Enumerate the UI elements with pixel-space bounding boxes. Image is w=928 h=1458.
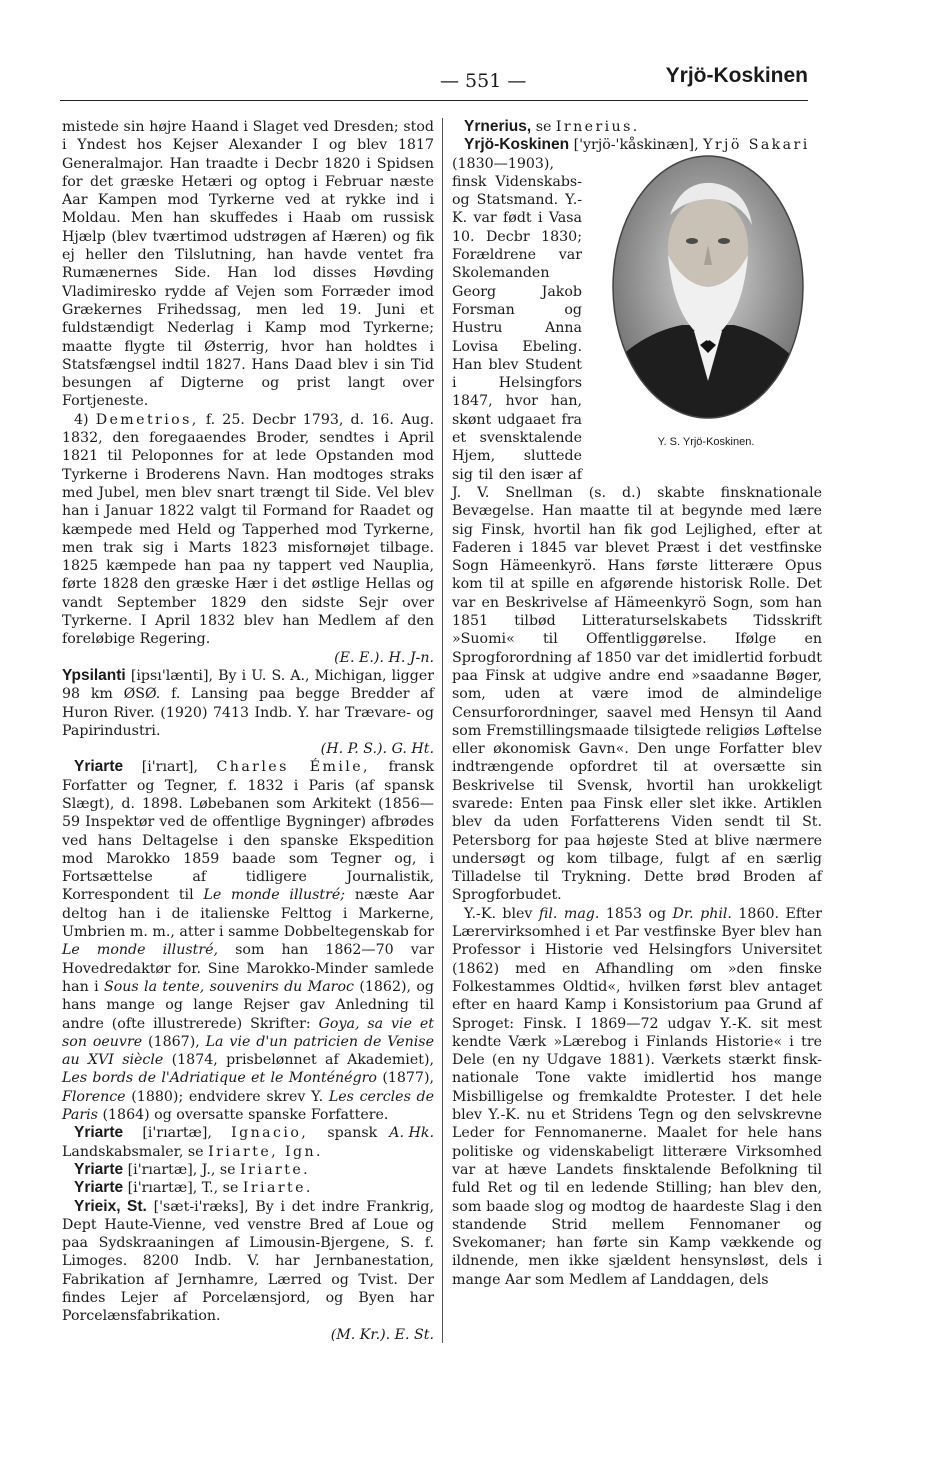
running-head: Yrjö-Koskinen bbox=[665, 64, 808, 87]
signature: (M. Kr.). E. St. bbox=[330, 1326, 434, 1343]
signature: (E. E.). H. J-n. bbox=[334, 649, 434, 666]
entry-yriarte-charles: Yriarte [i'rıart], Charles Émile, fransk Forfatter og Tegner, f. 1832 i Paris (af spansk Slægt), d. 1898. Løbebanen som Arkitekt (1856—59 Inspektør ved de offentlige Bygninger) afbrødes ved hans Deltagelse i den spanske Ekspedition mod Marokko 1859 baade som Tegner og, i Fortsættelse af tidligere Journalistik, Korrespondent til Le monde illustré; næste Aar deltog han i de italienske Felttog i Markerne, Umbrien m. m., atter i samme Dobbeltegenskab for Le monde illustré, som han 1862—70 var Hovedredaktør for. Sine Marokko-Minder samlede han i Sous la tente, souvenirs du Maroc (1862), og hans mange og lange Rejser gav Anledning til andre (ofte illustrerede) Skrifter: Goya, sa vie et son oeuvre (1867), La vie d'un patricien de Venise au XVI siècle (1874, prisbelønnet af Akademiet), Les bords de l'Adriatique et le Monténégro (1877), Florence (1880); endvidere skrev Y. Les cercles de Paris (1864) og oversatte spanske Forfattere. A. Hk. bbox=[62, 758, 435, 1142]
entry-yriarte-j: Yriarte [i'rıartæ], J., se Iriarte. bbox=[74, 1160, 311, 1178]
portrait-caption: Y. S. Yrjö-Koskinen. bbox=[657, 435, 755, 448]
right-column bbox=[452, 118, 822, 1289]
entry-yriarte-ignacio: Yriarte [i'rıartæ], Ignacio, spansk Landskabsmaler, se Iriarte, Ign. bbox=[62, 1124, 378, 1160]
page-number: — 551 — bbox=[440, 70, 527, 92]
portrait-figure bbox=[590, 155, 822, 467]
portrait-image bbox=[612, 155, 804, 419]
left-column bbox=[62, 118, 434, 1344]
entry-yrjo-koskinen-body2: Y.-K. blev fil. mag. 1853 og Dr. phil. 1860. Efter Lærervirksomhed i et Par vestfinske Byer blev han Professor i Historie ved Helsingfors Universitet (1862) med en Afhandling om »den finske Folkestammes Oldtid«, hvilken først blev antaget efter en haard Kamp i Konsistorium paa Grund af Sproget: Finsk. I 1869—72 udgav Y.-K. sit mest kendte Værk »Lærebog i Finlands Historie« i tre Dele (en ny Udgave 1881). Værkets stærkt finsk-nationale Tone vakte imidlertid hos mange Misbilligelse og fremkaldte Protester. I det hele blev Y.-K. nu et Stridens Tegn og den selvskrevne Leder for Fennomanerne. Maalet for hele hans politiske og videnskabeligt litterære Virksomhed var at hæve Landets finsktalende Befolkning til fuld Ret og til en ledende Stilling; han blev den, som baade slog og modtog de haardeste Slag i den standende Strid mellem Fennomaner og Svekomaner; han førte sin Kamp vækkende og ildnende, men ikke sjældent hensynsløst, dels i mange Aar som Medlem af Landdagen, dels bbox=[452, 905, 822, 1288]
headword: Yriarte bbox=[74, 758, 124, 776]
entry-yrieix: Yrieix, St. ['sæt-i'ræks], By i det indre Frankrig, Dept Haute-Vienne, ved venstre Bred af Loue og paa Sydskraaningen af Limousin-Bjergene, S. f. Limoges. 8200 Indb. V. har Jernbanestation, Fabrikation af Jernhamre, Lærred og Tvist. Der findes Lejer af Porcelænsjord, og Byen har Porcelænsfabrikation. bbox=[62, 1197, 434, 1325]
entry-ypsilanti: Ypsilanti [ipsı'lænti], By i U. S. A., Michigan, ligger 98 km ØSØ. f. Lansing paa begge Bredder af Huron River. (1920) 7413 Indb. Y. har Trævare- og Papirindustri. bbox=[62, 666, 435, 739]
header-rule bbox=[60, 100, 808, 101]
headword: Yrjö-Koskinen bbox=[464, 136, 570, 154]
entry-continuation: mistede sin højre Haand i Slaget ved Dresden; stod i Yndest hos Kejser Alexander I og blev 1817 Generalmajor. Han traadte i Decbr 1820 i Spidsen for det græske Hetæri og optog i Februar næste Aar Kampen mod Tyrkerne ved at rykke ind i Moldau. Men han skuffedes i Haab om russisk Hjælp (blev tværtimod udstrøgen af Hæren) og fik ej heller den Tilslutning, han havde ventet fra Rumænernes Side. Han lod disses Høvding Vladimiresko rydde af Vejen som Forræder imod Grækernes Frihedssag, men led 19. Juni et fuldstændigt Nederlag i Kamp mod Tyrkerne; maatte flygte til Østerrig, hvor han holdtes i Statsfængsel indtil 1827. Hans Daad blev i sin Tid besungen af Digterne og prist langt over Fortjeneste. bbox=[62, 119, 434, 410]
entry-yrjo-koskinen-lead: Yrjö-Koskinen ['yrjö-'kåskinæn], Yrjö Sakari bbox=[464, 136, 810, 154]
signature: (H. P. S.). G. Ht. bbox=[320, 741, 434, 758]
column-divider bbox=[442, 118, 443, 1343]
headword: Yrieix, St. bbox=[74, 1197, 147, 1215]
page-header bbox=[60, 60, 808, 100]
signature: A. Hk. bbox=[389, 1125, 434, 1142]
headword: Yrnerius, bbox=[464, 118, 532, 135]
entry-yrjo-koskinen-body: (1830—1903), finsk Videnskabs- og Statsmand. Y.-K. var født i Vasa 10. Decbr 1830; Forældrene var Skolemanden Georg Jakob Forsman og Hustru Anna Lovisa Ebeling. Han blev Student i Helsingfors 1847, hvor han, skønt udgaaet fra et svensktalende Hjem, sluttede sig til den især af J. V. Snellman (s. d.) skabte finsknationale Bevægelse. Han maatte til at begynde med lære sig Finsk, hvortil han fik god Lejlighed, efter at Faderen i 1845 var blevet Præst i det vestfinske Sogn Hämeenkyrö. Hans første litterære Opus kom til at spille en afgørende historisk Rolle. Det var en Beskrivelse af Hämeenkyrö Sogn, som han 1851 tilbød Litteraturselskabets Tidsskrift »Suomi« til Offentliggørelse. Ifølge en Sprogforordning af 1850 var det imidlertid forbudt paa Finsk at udgive andre end »saadanne Bøger, som, uden at være imod de almindelige Censurforordninger, saavel med Hensyn til Aand som Fremstillingsmaade tilsigtede religiøs Løftelse eller økonomisk Gavn«. Den unge Forfatter blev indtrængende opfordret til at oversætte sin Beskrivelse til Svensk, hvortil han urokkeligt svarede: Enten paa Finsk eller slet ikke. Artiklen blev da uden Forfatterens Viden sendt til St. Petersborg for paa højeste Sted at blive nærmere undersøgt og kom tilbage, fulgt af en særlig Tilladelse til Trykning. Dette brød Broden af Sprogforbudet. bbox=[452, 155, 822, 904]
headword: Ypsilanti bbox=[62, 666, 126, 684]
entry-demetrios: 4) Demetrios, f. 25. Decbr 1793, d. 16. Aug. 1832, den foregaaendes Broder, sendtes i April 1821 til Peloponnes for at lede Opstanden mod Tyrkerne i Broderens Navn. Han modtoges straks med Jubel, men blev snart trængt til Side. Vel blev han i Januar 1822 valgt til Formand for Raadet og kæmpede med Held og Tapperhed mod Tyrkerne, men trak sig i Marts 1823 misfornøjet tilbage. 1825 kæmpede han paa ny tappert ved Nauplia, førte 1828 den græske Hær i det østlige Hellas og vandt September 1829 den sidste Sejr over Tyrkerne. I April 1832 blev han Medlem af den foreløbige Regering. bbox=[62, 411, 435, 648]
entry-yrnerius: Yrnerius, se Irnerius. bbox=[464, 118, 640, 135]
headword: Yriarte bbox=[74, 1160, 124, 1178]
headword: Yriarte bbox=[74, 1179, 124, 1197]
headword: Yriarte bbox=[74, 1124, 124, 1142]
entry-yriarte-t: Yriarte [i'rıartæ], T., se Iriarte. bbox=[74, 1179, 313, 1197]
